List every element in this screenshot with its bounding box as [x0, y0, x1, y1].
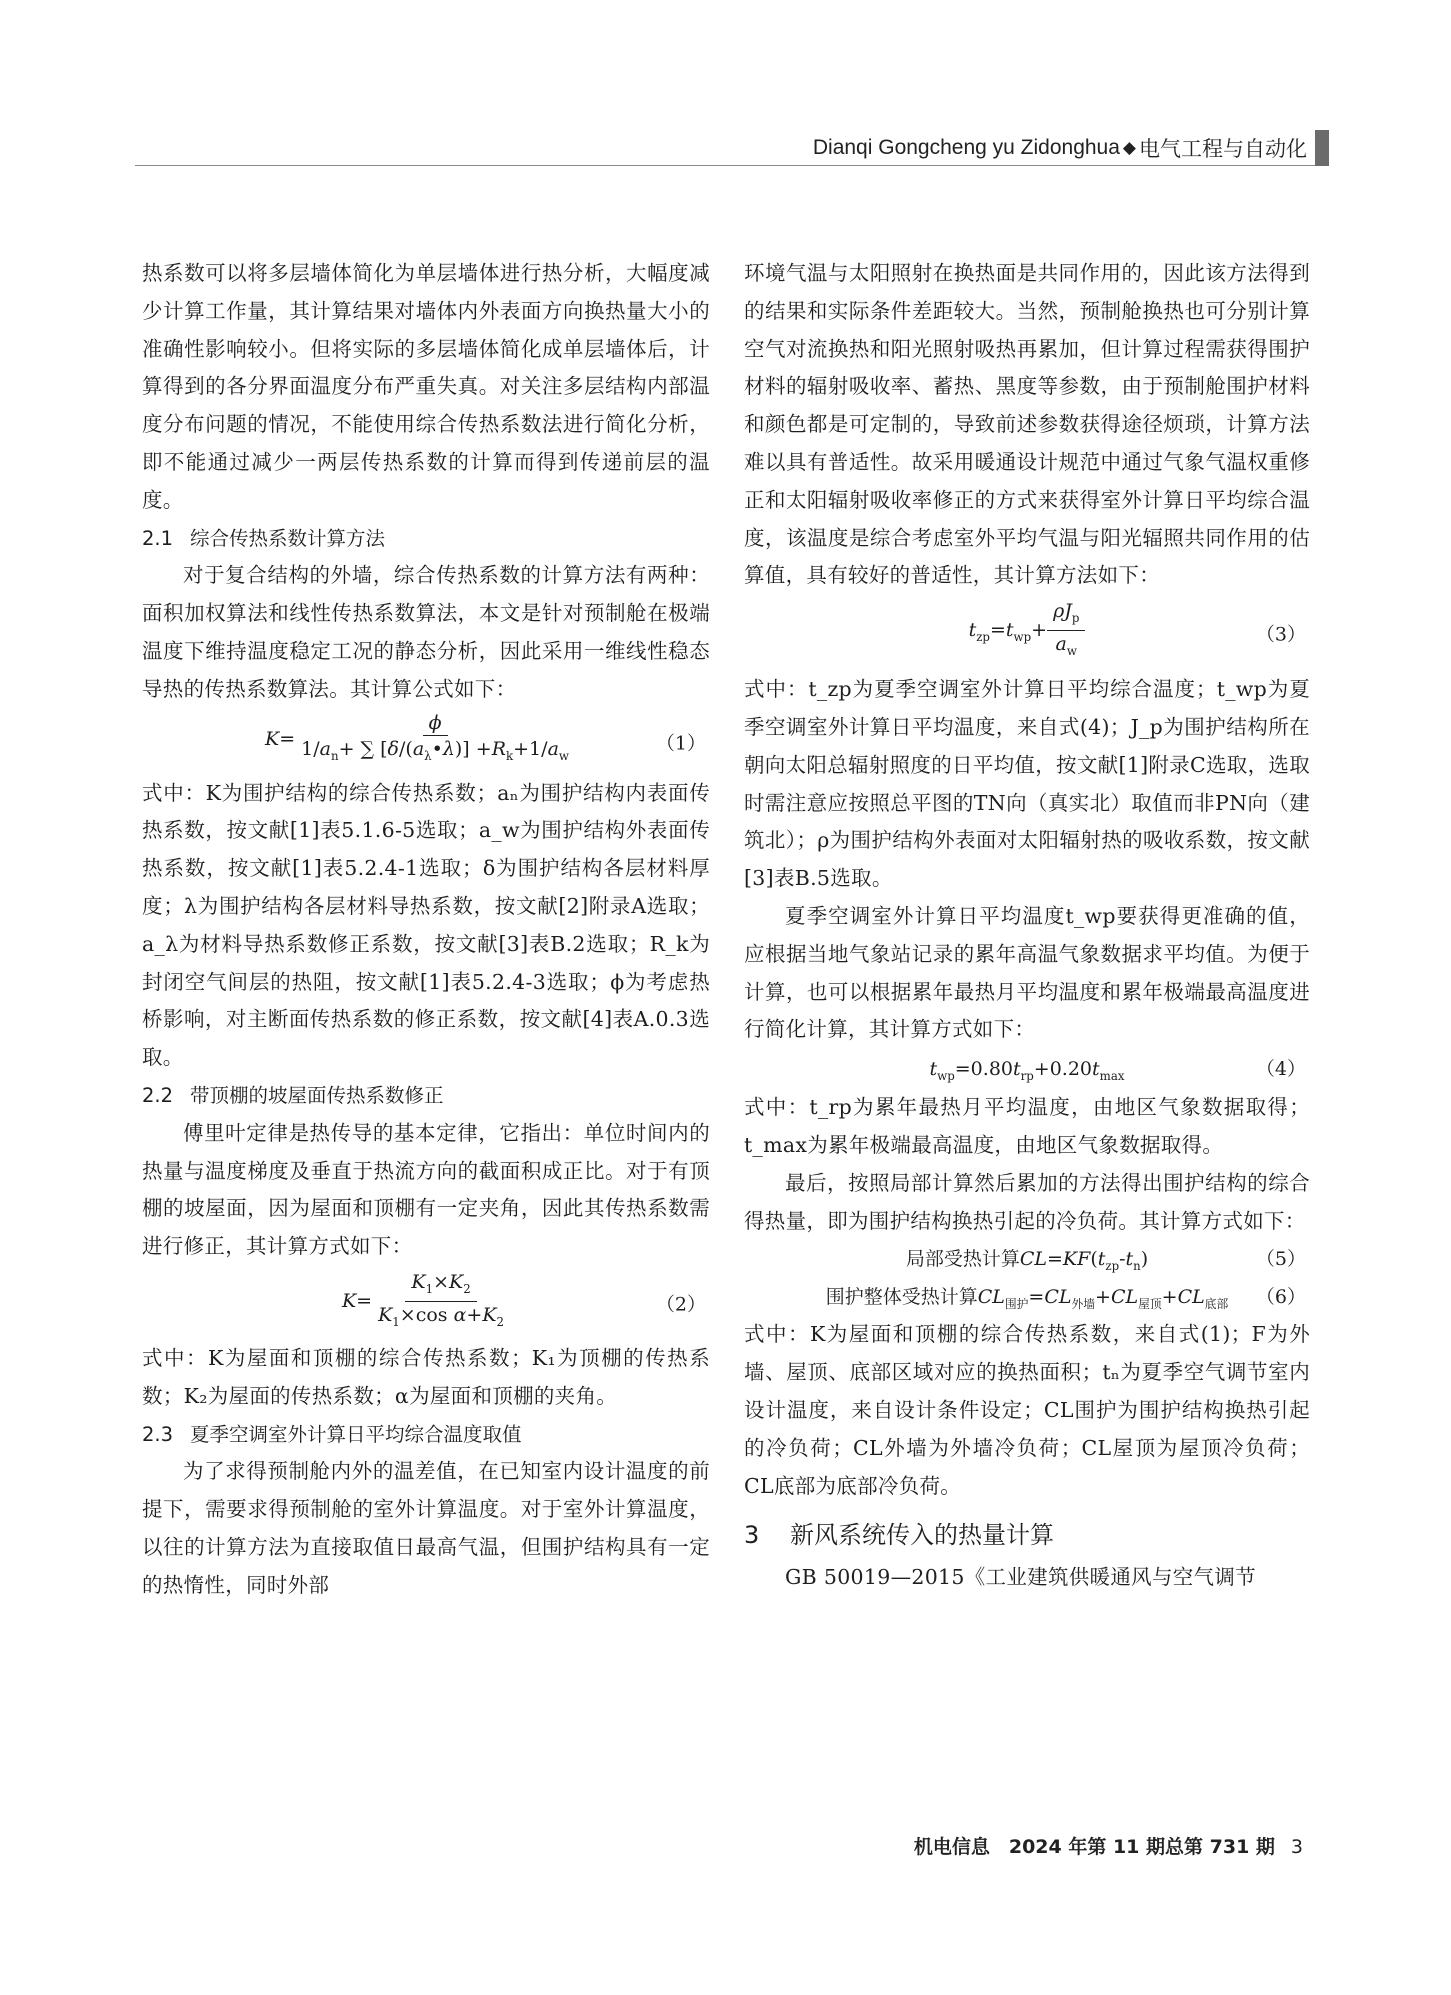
equation-number: （2）: [655, 1293, 706, 1316]
equation-2: K= $\frac{K_1\times K_2}{K_1\times\cos \alpha+K_2}$ （2）: [341, 1270, 706, 1329]
equation-number: （6）: [1255, 1286, 1306, 1309]
paragraph: 式中：K为屋面和顶棚的综合传热系数；K₁为顶棚的传热系数；K₂为屋面的传热系数；α为屋面和顶棚的夹角。: [142, 1345, 710, 1408]
equation-number: （3）: [1255, 623, 1306, 646]
section-heading-3: 3 新风系统传入的热量计算: [744, 1521, 1054, 1550]
equation-4: $t_{wp}=0.80t_{rp}+0.20t_{max}$ （4）: [744, 1049, 1310, 1089]
paragraph: 对于复合结构的外墙，综合传热系数的计算方法有两种：面积加权算法和线性传热系数算法，本文是针对预制舱在极端温度下维持温度稳定工况的静态分析，因此采用一维线性稳态导热的传热系数算法。其计算公式如下：: [142, 563, 710, 701]
diamond-icon: ◆: [1122, 138, 1136, 157]
header-rule: [135, 165, 1315, 166]
paragraph: 式中：t_rp为累年最热月平均温度，由地区气象数据取得；t_max为累年极端最高温度，由地区气象数据取得。: [744, 1095, 1310, 1157]
right-column: [744, 255, 1310, 1597]
paragraph: 傅里叶定律是热传导的基本定律，它指出：单位时间内的热量与温度梯度及垂直于热流方向的截面积成正比。对于有顶棚的坡屋面，因为屋面和顶棚有一定夹角，因此其传热系数需进行修正，其计算方式如下：: [142, 1120, 710, 1259]
paragraph: 式中：t_zp为夏季空调室外计算日平均综合温度；t_wp为夏季空调室外计算日平均温度，来自式(4)；J_p为围护结构所在朝向太阳总辐射照度的日平均值，按文献[1]附录C选取，选取时需注意应按照总平图的TN向（真实北）取值而非PN向（建筑北）；ρ为围护结构外表面对太阳辐射热的吸收系数，按文献[3]表B.5选取。: [744, 677, 1310, 891]
section-heading-2-2: 2.2 带顶棚的坡屋面传热系数修正: [142, 1083, 444, 1107]
running-header: [600, 130, 1329, 166]
section-heading-2-3: 2.3 夏季空调室外计算日平均综合温度取值: [142, 1422, 522, 1446]
page-footer: [914, 1832, 1303, 1859]
equation-6: 围护整体受热计算$CL_{围护}=CL_{外墙}+CL_{屋顶}+CL_{底部}$ （6）: [744, 1278, 1310, 1316]
journal-chinese-title: 电气工程与自动化: [1139, 138, 1307, 161]
paragraph: 环境气温与太阳照射在换热面是共同作用的，因此该方法得到的结果和实际条件差距较大。当然，预制舱换热也可分别计算空气对流换热和阳光照射吸热再累加，但计算过程需获得围护材料的辐射吸收率、蓄热、黑度等参数，由于预制舱围护材料和颜色都是可定制的，导致前述参数获得途径烦琐，计算方法难以具有普适性。故采用暖通设计规范中通过气象气温权重修正和太阳辐射吸收率修正的方式来获得室外计算日平均综合温度，该温度是综合考虑室外平均气温与阳光辐照共同作用的估算值，具有较好的普适性，其计算方法如下：: [744, 261, 1310, 588]
header-bar-mark: [1315, 130, 1329, 166]
equation-3: $t_{zp}=t_{wp}+$ $\frac{\rho J_p}{a_w}$ （3）: [968, 600, 1306, 658]
section-heading-2-1: 2.1 综合传热系数计算方法: [142, 526, 386, 550]
paragraph: 为了求得预制舱内外的温差值，在已知室内设计温度的前提下，需要求得预制舱的室外计算温度。对于室外计算温度，以往的计算方法为直接取值日最高气温，但围护结构具有一定的热惰性，同时外部: [142, 1459, 710, 1597]
equation-number: （5）: [1255, 1248, 1306, 1271]
issue-info: 机电信息 2024 年第 11 期总第 731 期: [913, 1836, 1275, 1858]
paragraph: 式中：K为围护结构的综合传热系数；aₙ为围护结构内表面传热系数，按文献[1]表5.1.6-5选取；a_w为围护结构外表面传热系数，按文献[1]表5.2.4-1选取；δ为围护结构各层材料厚度；λ为围护结构各层材料导热系数，按文献[2]附录A选取；a_λ为材料导热系数修正系数，按文献[3]表B.2选取；R_k为封闭空气间层的热阻，按文献[1]表5.2.4-3选取；ϕ为考虑热桥影响，对主断面传热系数的修正系数，按文献[4]表A.0.3选取。: [142, 780, 710, 1070]
paragraph: 热系数可以将多层墙体简化为单层墙体进行热分析，大幅度减少计算工作量，其计算结果对墙体内外表面方向换热量大小的准确性影响较小。但将实际的多层墙体简化成单层墙体后，计算得到的各分界面温度分布严重失真。对关注多层结构内部温度分布问题的情况，不能使用综合传热系数法进行简化分析，即不能通过减少一两层传热系数的计算而得到传递前层的温度。: [142, 261, 710, 512]
equation-number: （1）: [655, 732, 706, 755]
paragraph: 式中：K为屋面和顶棚的综合传热系数，来自式(1)；F为外墙、屋顶、底部区域对应的换热面积；tₙ为夏季空气调节室内设计温度，来自设计条件设定；CL围护为围护结构换热引起的冷负荷；CL外墙为外墙冷负荷；CL屋顶为屋顶冷负荷；CL底部为底部冷负荷。: [744, 1322, 1310, 1498]
equation-number: （4）: [1255, 1058, 1306, 1081]
equation-1: K= $\frac{\phi}{1/a_n+ \sum [\delta/(a_\lambda•\lambda)] +R_k+1/a_w}$ （1）: [265, 711, 706, 763]
paragraph: 夏季空调室外计算日平均温度t_wp要获得更准确的值，应根据当地气象站记录的累年高温气象数据求平均值。为便于计算，也可以根据累年最热月平均温度和累年极端最高温度进行简化计算，其计算方式如下：: [744, 903, 1310, 1042]
paragraph: 最后，按照局部计算然后累加的方法得出围护结构的综合得热量，即为围护结构换热引起的冷负荷。其计算方式如下：: [744, 1170, 1310, 1233]
equation-5: 局部受热计算$CL=KF(t_{zp}-t_n)$ （5）: [744, 1240, 1310, 1278]
left-column: [142, 255, 710, 1605]
journal-pinyin: Dianqi Gongcheng yu Zidonghua: [812, 136, 1120, 159]
paragraph: GB 50019—2015《工业建筑供暖通风与空气调节: [785, 1565, 1256, 1590]
page-number: 3: [1290, 1836, 1303, 1858]
